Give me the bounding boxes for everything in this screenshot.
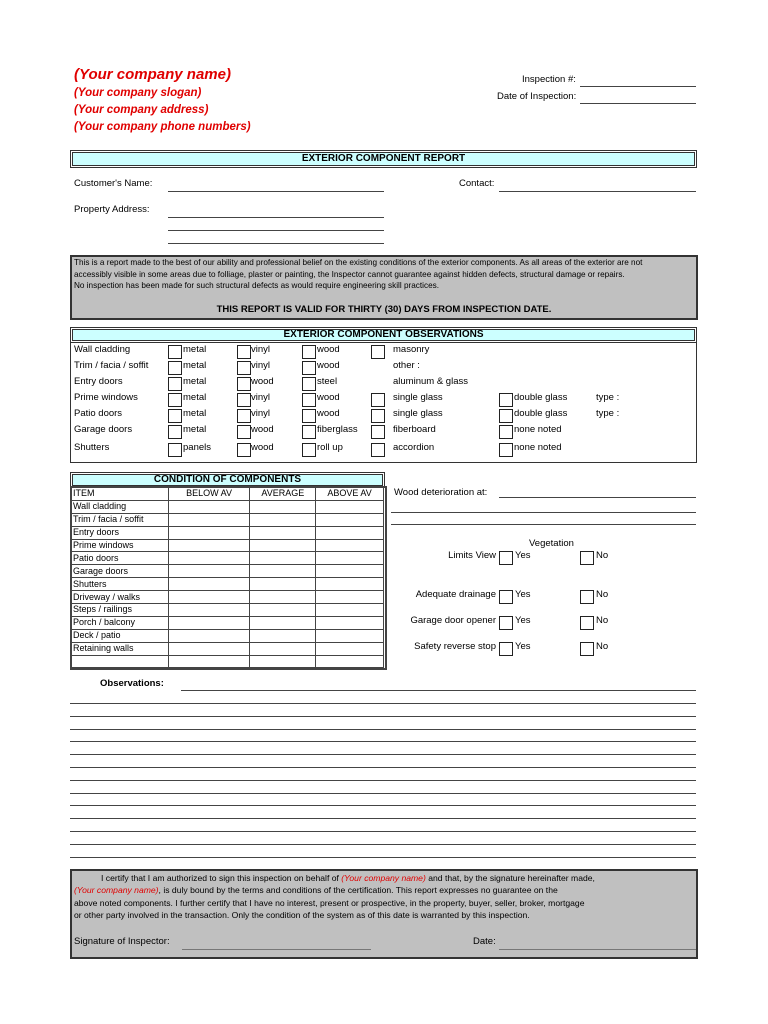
condition-row [72, 500, 384, 513]
observation-option-label: accordion [393, 442, 435, 453]
observation-option-label: double glass [514, 408, 568, 419]
condition-rating-cell[interactable] [316, 629, 384, 642]
condition-rating-cell[interactable] [250, 526, 316, 539]
condition-rating-cell[interactable] [250, 552, 316, 565]
condition-rating-cell[interactable] [316, 565, 384, 578]
condition-rating-cell[interactable] [168, 552, 250, 565]
yes-checkbox[interactable] [499, 590, 513, 604]
observation-type-label: type : [596, 408, 620, 419]
condition-rating-cell[interactable] [316, 591, 384, 604]
condition-rating-cell[interactable] [168, 513, 250, 526]
observation-checkbox[interactable] [237, 345, 251, 359]
condition-rating-cell[interactable] [168, 578, 250, 591]
observation-option-label: metal [183, 360, 207, 371]
observation-checkbox[interactable] [499, 393, 513, 407]
observation-checkbox[interactable] [168, 409, 182, 423]
observation-option-label: masonry [393, 344, 430, 355]
condition-row [72, 539, 384, 552]
wood-deterioration-field-2[interactable] [391, 512, 696, 513]
signature-date-label: Date: [473, 936, 496, 947]
condition-rating-cell[interactable] [168, 616, 250, 629]
observation-option-label: single glass [393, 392, 443, 403]
check-label: Safety reverse stop [414, 641, 496, 652]
disclaimer-line-3: No inspection has been made for such structural defects as would require engineering skill practices. [74, 281, 439, 290]
observation-option-label: vinyl [251, 344, 271, 355]
observation-option-label: roll up [317, 442, 343, 453]
condition-rating-cell[interactable] [316, 552, 384, 565]
observation-option-label: single glass [393, 408, 443, 419]
observation-checkbox[interactable] [237, 425, 251, 439]
observation-checkbox[interactable] [168, 377, 182, 391]
condition-table [71, 487, 384, 668]
condition-rating-cell[interactable] [250, 655, 316, 668]
no-checkbox[interactable] [580, 590, 594, 604]
observation-option-label: metal [183, 424, 207, 435]
condition-item: Garage doors [72, 565, 169, 578]
wood-deterioration-field-3[interactable] [391, 524, 696, 525]
observation-checkbox[interactable] [371, 443, 385, 457]
condition-header-cell: ABOVE AV [316, 488, 384, 501]
validity-notice: THIS REPORT IS VALID FOR THIRTY (30) DAYS FROM INSPECTION DATE. [216, 304, 552, 315]
condition-rating-cell[interactable] [250, 578, 316, 591]
observation-option-label: panels [183, 442, 211, 453]
condition-rating-cell[interactable] [250, 500, 316, 513]
observation-option-label: none noted [514, 442, 562, 453]
observation-option-label: none noted [514, 424, 562, 435]
observation-item: Entry doors [74, 376, 123, 387]
condition-item: Driveway / walks [72, 591, 169, 604]
condition-item: Entry doors [72, 526, 169, 539]
condition-rating-cell[interactable] [316, 655, 384, 668]
company-slogan: (Your company slogan) [74, 87, 202, 99]
condition-rating-cell[interactable] [250, 629, 316, 642]
company-address: (Your company address) [74, 104, 209, 116]
yes-label: Yes [515, 550, 531, 561]
condition-row [72, 616, 384, 629]
observation-line[interactable] [70, 754, 696, 755]
certification-line-1: I certify that I am authorized to sign this inspection on behalf of (Your company name) and that, by the signature hereinafter made, [101, 873, 595, 883]
check-label: Adequate drainage [415, 589, 496, 600]
condition-rating-cell[interactable] [250, 513, 316, 526]
observations-line-1[interactable] [181, 690, 696, 691]
observation-checkbox[interactable] [237, 393, 251, 407]
observation-option-label: wood [317, 360, 340, 371]
signature-field[interactable] [182, 949, 371, 950]
condition-row [72, 604, 384, 617]
observation-option-label: wood [317, 344, 340, 355]
observation-checkbox[interactable] [302, 345, 316, 359]
observations-label: Observations: [100, 678, 164, 689]
certification-line-3: above noted components. I further certify that I have no interest, present or prospective, in the property, buyer, seller, broker, mortgage [74, 897, 585, 908]
no-label: No [596, 641, 609, 652]
observation-type-label: type : [596, 392, 620, 403]
observation-checkbox[interactable] [302, 361, 316, 375]
inspection-date-label: Date of Inspection: [497, 91, 577, 102]
condition-rating-cell[interactable] [316, 526, 384, 539]
observation-item: Garage doors [74, 424, 133, 435]
observation-option-label: wood [251, 376, 274, 387]
condition-rating-cell[interactable] [168, 539, 250, 552]
check-label: Garage door opener [410, 615, 496, 626]
condition-row [72, 629, 384, 642]
property-address-line-3[interactable] [168, 243, 384, 244]
condition-rating-cell[interactable] [316, 500, 384, 513]
customer-name-label: Customer's Name: [74, 178, 153, 189]
condition-rating-cell[interactable] [316, 642, 384, 655]
observation-line[interactable] [70, 741, 696, 742]
observation-checkbox[interactable] [371, 345, 385, 359]
wood-deterioration-field-1[interactable] [499, 497, 696, 498]
observation-line[interactable] [70, 818, 696, 819]
observation-checkbox[interactable] [499, 409, 513, 423]
no-checkbox[interactable] [580, 616, 594, 630]
company-name-ref: (Your company name) [74, 885, 159, 896]
observation-line[interactable] [70, 831, 696, 832]
signature-label: Signature of Inspector: [74, 936, 170, 947]
report-title: EXTERIOR COMPONENT REPORT [70, 150, 697, 168]
observation-checkbox[interactable] [237, 377, 251, 391]
observation-line[interactable] [70, 780, 696, 781]
observation-line[interactable] [70, 716, 696, 717]
observation-checkbox[interactable] [499, 443, 513, 457]
observation-checkbox[interactable] [168, 425, 182, 439]
condition-item: Retaining walls [72, 642, 169, 655]
condition-rating-cell[interactable] [250, 565, 316, 578]
company-name: (Your company name) [74, 66, 231, 83]
observation-option-label: wood [317, 408, 340, 419]
no-label: No [596, 615, 609, 626]
observation-line[interactable] [70, 857, 696, 858]
observation-item: Shutters [74, 442, 110, 453]
observation-option-label: vinyl [251, 360, 271, 371]
observation-checkbox[interactable] [302, 393, 316, 407]
company-phones: (Your company phone numbers) [74, 121, 251, 133]
property-address-line-1[interactable] [168, 217, 384, 218]
observation-line[interactable] [70, 767, 696, 768]
condition-rating-cell[interactable] [316, 578, 384, 591]
condition-header-cell: ITEM [72, 488, 169, 501]
condition-rating-cell[interactable] [168, 642, 250, 655]
condition-rating-cell[interactable] [250, 616, 316, 629]
observation-checkbox[interactable] [302, 409, 316, 423]
observation-option-label: steel [317, 376, 338, 387]
observation-checkbox[interactable] [302, 425, 316, 439]
observation-option-label: fiberboard [393, 424, 436, 435]
observation-checkbox[interactable] [168, 361, 182, 375]
observation-line[interactable] [70, 805, 696, 806]
condition-rating-cell[interactable] [168, 604, 250, 617]
observation-option-label: aluminum & glass [393, 376, 468, 387]
condition-item [72, 655, 169, 668]
condition-row [72, 565, 384, 578]
condition-item: Wall cladding [72, 500, 169, 513]
no-checkbox[interactable] [580, 642, 594, 656]
observation-option-label: vinyl [251, 408, 271, 419]
disclaimer-box [70, 255, 698, 320]
condition-row [72, 642, 384, 655]
contact-label: Contact: [459, 178, 495, 189]
check-label: Limits View [448, 550, 496, 561]
condition-item: Deck / patio [72, 629, 169, 642]
disclaimer-line-1: This is a report made to the best of our ability and professional belief on the existing conditions of the exterior components. As all areas of the exterior are not [74, 258, 643, 267]
condition-rating-cell[interactable] [316, 539, 384, 552]
observation-option-label: metal [183, 392, 207, 403]
yes-label: Yes [515, 641, 531, 652]
observation-checkbox[interactable] [168, 345, 182, 359]
observation-item: Wall cladding [74, 344, 131, 355]
condition-header-row [72, 488, 384, 501]
inspection-number-label: Inspection #: [522, 74, 576, 85]
condition-row [72, 655, 384, 668]
observations-title: EXTERIOR COMPONENT OBSERVATIONS [70, 327, 697, 343]
observation-checkbox[interactable] [302, 443, 316, 457]
vegetation-heading: Vegetation [529, 538, 574, 549]
yes-checkbox[interactable] [499, 551, 513, 565]
certification-box [70, 869, 698, 959]
observation-option-label: metal [183, 408, 207, 419]
condition-row [72, 578, 384, 591]
observation-checkbox[interactable] [371, 409, 385, 423]
no-label: No [596, 550, 609, 561]
condition-row [72, 513, 384, 526]
condition-item: Shutters [72, 578, 169, 591]
inspection-number-field[interactable] [580, 86, 696, 87]
condition-rating-cell[interactable] [316, 513, 384, 526]
condition-header-cell: BELOW AV [168, 488, 250, 501]
condition-row [72, 526, 384, 539]
condition-rating-cell[interactable] [168, 655, 250, 668]
no-label: No [596, 589, 609, 600]
condition-rating-cell[interactable] [250, 539, 316, 552]
observation-line[interactable] [70, 844, 696, 845]
observation-option-label: fiberglass [317, 424, 358, 435]
observation-option-label: vinyl [251, 392, 271, 403]
condition-item: Steps / railings [72, 604, 169, 617]
condition-rating-cell[interactable] [250, 591, 316, 604]
contact-field[interactable] [499, 191, 696, 192]
observation-option-label: metal [183, 376, 207, 387]
condition-title: CONDITION OF COMPONENTS [70, 472, 385, 488]
observation-item: Prime windows [74, 392, 138, 403]
observation-checkbox[interactable] [302, 377, 316, 391]
condition-rating-cell[interactable] [168, 629, 250, 642]
condition-rating-cell[interactable] [250, 642, 316, 655]
observation-line[interactable] [70, 793, 696, 794]
yes-checkbox[interactable] [499, 616, 513, 630]
no-checkbox[interactable] [580, 551, 594, 565]
condition-rating-cell[interactable] [168, 591, 250, 604]
observation-checkbox[interactable] [168, 443, 182, 457]
condition-rating-cell[interactable] [168, 500, 250, 513]
signature-date-field[interactable] [499, 949, 696, 950]
disclaimer-line-2: accessibly visible in some areas due to folliage, plaster or painting, the Inspector cannot guarantee against hidden defects, structural damage or repairs. [74, 269, 625, 279]
observation-option-label: wood [251, 424, 274, 435]
observation-checkbox[interactable] [237, 443, 251, 457]
observation-option-label: other : [393, 360, 420, 371]
inspection-date-field[interactable] [580, 103, 696, 104]
condition-header-cell: AVERAGE [250, 488, 316, 501]
property-address-label: Property Address: [74, 204, 150, 215]
condition-rating-cell[interactable] [316, 604, 384, 617]
condition-rating-cell[interactable] [168, 526, 250, 539]
observation-option-label: wood [317, 392, 340, 403]
certification-line-2: (Your company name), is duly bound by the terms and conditions of the certification. This report expresses no guarantee on the [74, 885, 558, 896]
observation-item: Patio doors [74, 408, 123, 419]
certification-line-4: or other party involved in the transaction. Only the condition of the system as of this date is warranted by this inspection. [74, 909, 530, 920]
condition-row [72, 552, 384, 565]
condition-rating-cell[interactable] [168, 565, 250, 578]
company-name-ref: (Your company name) [341, 873, 426, 883]
condition-row [72, 591, 384, 604]
yes-checkbox[interactable] [499, 642, 513, 656]
property-address-line-2[interactable] [168, 230, 384, 231]
observation-option-label: wood [251, 442, 274, 453]
observation-checkbox[interactable] [371, 425, 385, 439]
condition-item: Patio doors [72, 552, 169, 565]
condition-item: Porch / balcony [72, 616, 169, 629]
customer-name-field[interactable] [168, 191, 384, 192]
yes-label: Yes [515, 589, 531, 600]
observation-option-label: metal [183, 344, 207, 355]
observation-item: Trim / facia / soffit [74, 360, 149, 371]
observation-checkbox[interactable] [237, 361, 251, 375]
condition-rating-cell[interactable] [250, 604, 316, 617]
observation-checkbox[interactable] [168, 393, 182, 407]
observation-line[interactable] [70, 703, 696, 704]
observation-line[interactable] [70, 729, 696, 730]
condition-item: Trim / facia / soffit [72, 513, 169, 526]
yes-label: Yes [515, 615, 531, 626]
observation-option-label: double glass [514, 392, 568, 403]
observation-checkbox[interactable] [499, 425, 513, 439]
observation-checkbox[interactable] [371, 393, 385, 407]
wood-deterioration-label: Wood deterioration at: [394, 487, 488, 498]
condition-item: Prime windows [72, 539, 169, 552]
condition-rating-cell[interactable] [316, 616, 384, 629]
observation-checkbox[interactable] [237, 409, 251, 423]
